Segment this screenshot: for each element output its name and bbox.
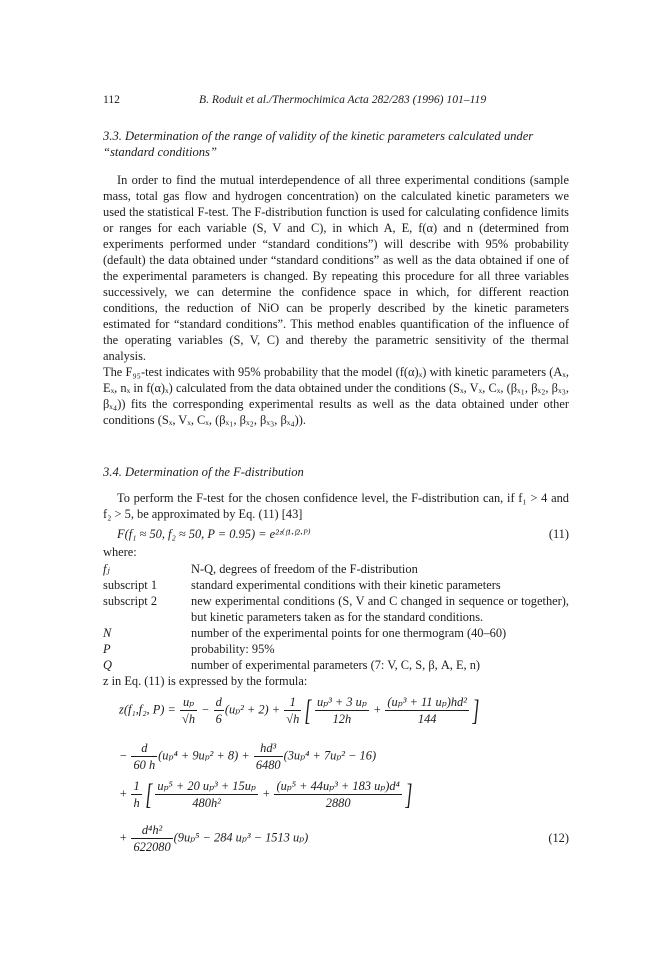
eq12-fraction [254,740,283,773]
eq12-numerator: 1 [284,694,301,711]
eq12-fraction [385,694,469,727]
equation-12-line1: z(f₁,f₂, P) = $\frac{\text{uₚ}}{√h}$ − $\frac{d}{6}$ (uₚ² + 2) + $\frac{1}{√h}$ [ $\frac{\text{uₚ³ + 3 uₚ}}{12h}$ + $\frac{\text{(uₚ³ + 11 uₚ)hd²}}{144}$ ] [119,693,480,727]
eq12-denominator: √h [286,712,300,726]
eq12-fraction [284,694,301,727]
page-number: 112 [103,93,120,106]
equation-11-body: F(f₁ ≈ 50, f₂ ≈ 50, P = 0.95) = e²ᶻ⁽ᶠ¹·ᶠ²·ᴾ⁾ [117,527,311,541]
eq12-denominator: 144 [417,712,437,726]
eq12-denominator: 2880 [325,796,351,810]
paragraph-text: To perform the F-test for the chosen confidence level, the F-distribution can, if f₁ > 4 and f₂ > 5, be approximated by Eq. (11) [43] [103,491,569,521]
eq12-numerator: uₚ³ + 3 uₚ [316,695,367,709]
definition-text: new experimental conditions (S, V and C changed in sequence or together), but kinetic parameters taken as for the standard conditions. [191,594,569,624]
eq12-lhs: z(f₁,f₂, P) = [119,702,176,717]
equation-11-number: (11) [548,527,569,541]
definition-row [103,593,569,625]
equation-12-line4: + $\frac{\text{d⁴h²}}{622080}$ (9uₚ⁵ − 284 uₚ³ − 1513 uₚ) [119,823,309,854]
eq12-numerator: hd³ [254,740,283,757]
section-3-3-title-line2: “standard conditions” [103,145,217,159]
section-3-4-title: 3.4. Determination of the F-distribution [103,465,304,479]
eq12-denominator: 6480 [255,758,281,772]
eq12-denominator: √h [182,712,196,726]
definition-row [103,625,569,641]
running-title: B. Roduit et al./Thermochimica Acta 282/283 (1996) 101–119 [199,93,487,106]
eq12-numerator: d [215,695,222,709]
eq12-numerator: (uₚ⁵ + 44uₚ³ + 183 uₚ)d⁴ [276,779,400,793]
definition-row [103,561,569,577]
eq12-fraction [274,778,401,811]
definition-symbol: fⱼ [103,562,110,576]
section-3-3-title-line1: 3.3. Determination of the range of validity of the kinetic parameters calculated under [103,129,534,143]
eq12-denominator: 12h [332,712,352,726]
eq12-denominator: 480h² [192,796,221,810]
paragraph-f-distribution [103,490,569,522]
section-3-3-title [103,128,573,160]
eq12-term: (3uₚ⁴ + 7uₚ² − 16) [283,748,377,763]
eq12-term: (9uₚ⁵ − 284 uₚ³ − 1513 uₚ) [173,830,309,845]
eq12-fraction [131,740,157,773]
eq12-numerator: (uₚ³ + 11 uₚ)hd² [387,695,467,709]
eq12-fraction [214,694,224,727]
eq12-numerator: uₚ [180,694,197,711]
paragraph-validity [103,172,569,428]
equation-12-number: (12) [548,831,569,845]
definition-symbol: P [103,642,111,656]
eq12-term: (uₚ⁴ + 9uₚ² + 8) + [158,748,250,763]
eq12-denominator: h [133,796,140,810]
definition-row [103,577,569,593]
eq12-fraction [155,778,257,811]
eq12-numerator: d⁴h² [131,822,172,839]
definition-row [103,641,569,657]
eq12-numerator: 1 [133,779,140,793]
eq12-fraction [131,778,141,811]
definition-text: number of experimental parameters (7: V, C, S, β, A, E, n) [191,658,481,672]
eq12-denominator: 60 h [133,758,156,772]
definition-text: standard experimental conditions with their kinetic parameters [191,578,501,592]
paragraph-f-test: The F₉₅-test indicates with 95% probability that the model (f(α)ₓ) with kinetic parameters (Aₓ, Eₓ, nₓ in f(α)ₓ) calculated from the data obtained under the conditions (Sₓ, Vₓ, Cₓ, (βₓ₁, βₓ₂, βₓ₃, βₓ₄)) fits the corresponding experimental results as well as the data obtained under other conditions (Sₓ, Vₓ, Cₓ, (βₓ₁, βₓ₂, βₓ₃, βₓ₄)). [103,365,569,427]
definition-symbol: subscript 1 [103,578,158,592]
eq12-denominator: 622080 [133,840,171,854]
running-header [103,92,569,108]
definition-row [103,657,569,673]
eq12-numerator: uₚ⁵ + 20 uₚ³ + 15uₚ [157,779,256,793]
equation-12 [103,692,569,862]
eq12-term: (uₚ² + 2) + [224,702,281,717]
definition-symbol: N [103,626,112,640]
definition-text: probability: 95% [191,642,275,656]
definition-text: number of the experimental points for one thermogram (40–60) [191,626,507,640]
definition-symbol: Q [103,658,112,672]
equation-12-line2: − $\frac{d}{60 h}$ (uₚ⁴ + 9uₚ² + 8) + $\frac{\text{hd³}}{6480}$ (3uₚ⁴ + 7uₚ² − 16) [119,741,377,772]
eq12-fraction [131,822,172,855]
definitions-list [103,561,569,673]
paragraph-text: In order to find the mutual interdependence of all three experimental conditions (sample mass, total gas flow and hydrogen concentration) on the calculated kinetic parameters we used the statistical F-test. The F-distribution function is used for calculating confidence limits or ranges for each variable (S, V and C), in which A, E, f(α) and n (determined from experiments performed under “standard conditions”) will describe with 95% probability (default) the data obtained under “standard conditions” as well as the data obtained if one of the experimental parameters is changed. By repeating this procedure for all three variables successively, we can determine the confidence space in which, for different reaction conditions, the reduction of NiO can be properly described by the kinetic parameters estimated for “standard conditions”. This method enables quantification of the influence of the operating variables (S, V, C) and thereby the parametric sensitivity of the thermal analysis. [103,173,569,363]
eq12-fraction [180,694,197,727]
definition-symbol: subscript 2 [103,594,158,608]
definition-text: N-Q, degrees of freedom of the F-distribution [191,562,418,576]
eq12-fraction [315,694,369,727]
eq12-denominator: 6 [215,712,222,726]
equation-12-line3: + $\frac{1}{h}$ [ $\frac{\text{uₚ⁵ + 20 uₚ³ + 15uₚ}}{\text{480h²}}$ + $\frac{\text{(uₚ⁵ + 44uₚ³ + 183 uₚ)d⁴}}{2880}$ ] [119,777,413,811]
equation-11 [103,526,569,542]
z-formula-intro: z in Eq. (11) is expressed by the formula: [103,674,308,688]
eq12-numerator: d [131,740,157,757]
where-label: where: [103,545,137,559]
